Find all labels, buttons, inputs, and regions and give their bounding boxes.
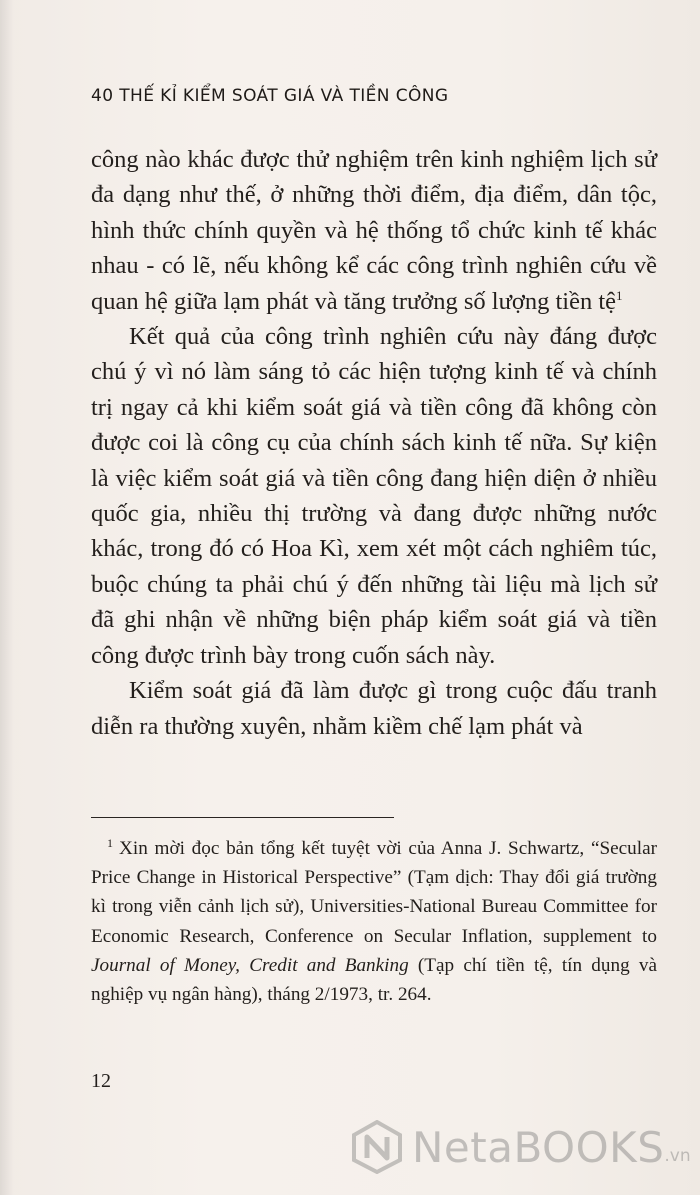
footnote-text-part-2: (Tạp chí tiền tệ, tín dụng và nghiệp vụ ngân hàng), tháng 2/1973, tr. 264. (91, 954, 657, 1006)
footnote-text-part-1: Xin mời đọc bản tổng kết tuyệt vời của Anna J. Schwartz, “Secular Price Change in Historical Perspective” (Tạm dịch: Thay đổi giá trường kì trong viễn cảnh lịch sử), Universities-National Bureau Committee for Economic Research, Conference on Secular Inflation, supplement to (91, 838, 657, 947)
paragraph-3: Kiểm soát giá đã làm được gì trong cuộc đấu tranh diễn ra thường xuyên, nhằm kiềm chế lạm phát và (91, 677, 657, 740)
running-head: 40 THẾ KỈ KIỂM SOÁT GIÁ VÀ TIỀN CÔNG (91, 86, 449, 106)
footnote-reference: 1 (616, 287, 623, 303)
watermark-suffix: .vn (664, 1146, 691, 1166)
footnote-journal-title: Journal of Money, Credit and Banking (91, 954, 409, 976)
footnote (91, 834, 657, 1009)
paragraph-2: Kết quả của công trình nghiên cứu này đáng được chú ý vì nó làm sáng tỏ các hiện tượng kinh tế và chính trị ngay cả khi kiểm soát giá và tiền công đã không còn được coi là công cụ của chính sách kinh tế nữa. Sự kiện là việc kiểm soát giá và tiền công đang hiện diện ở nhiều quốc gia, nhiều thị trường và đang được những nước khác, trong đó có Hoa Kì, xem xét một cách nghiêm túc, buộc chúng ta phải chú ý đến những tài liệu mà lịch sử đã ghi nhận về những biện pháp kiểm soát giá và tiền công được trình bày trong cuốn sách này. (91, 323, 657, 669)
footnote-number: 1 (107, 835, 113, 850)
netabooks-logo-icon (350, 1120, 404, 1174)
paragraph-1 (91, 142, 657, 319)
watermark-brand: NetaBOOKS (412, 1122, 665, 1172)
page-gutter-shadow (0, 0, 14, 1195)
watermark (350, 1120, 691, 1174)
footnote-divider (91, 817, 394, 818)
body-text (91, 142, 657, 744)
page-number: 12 (91, 1070, 111, 1092)
paragraph-1-text: công nào khác được thử nghiệm trên kinh nghiệm lịch sử đa dạng như thế, ở những thời điểm, địa điểm, dân tộc, hình thức chính quyền và hệ thống tổ chức kinh tế khác nhau - có lẽ, nếu không kể các công trình nghiên cứu về quan hệ giữa lạm phát và tăng trưởng số lượng tiền tệ (91, 146, 657, 315)
